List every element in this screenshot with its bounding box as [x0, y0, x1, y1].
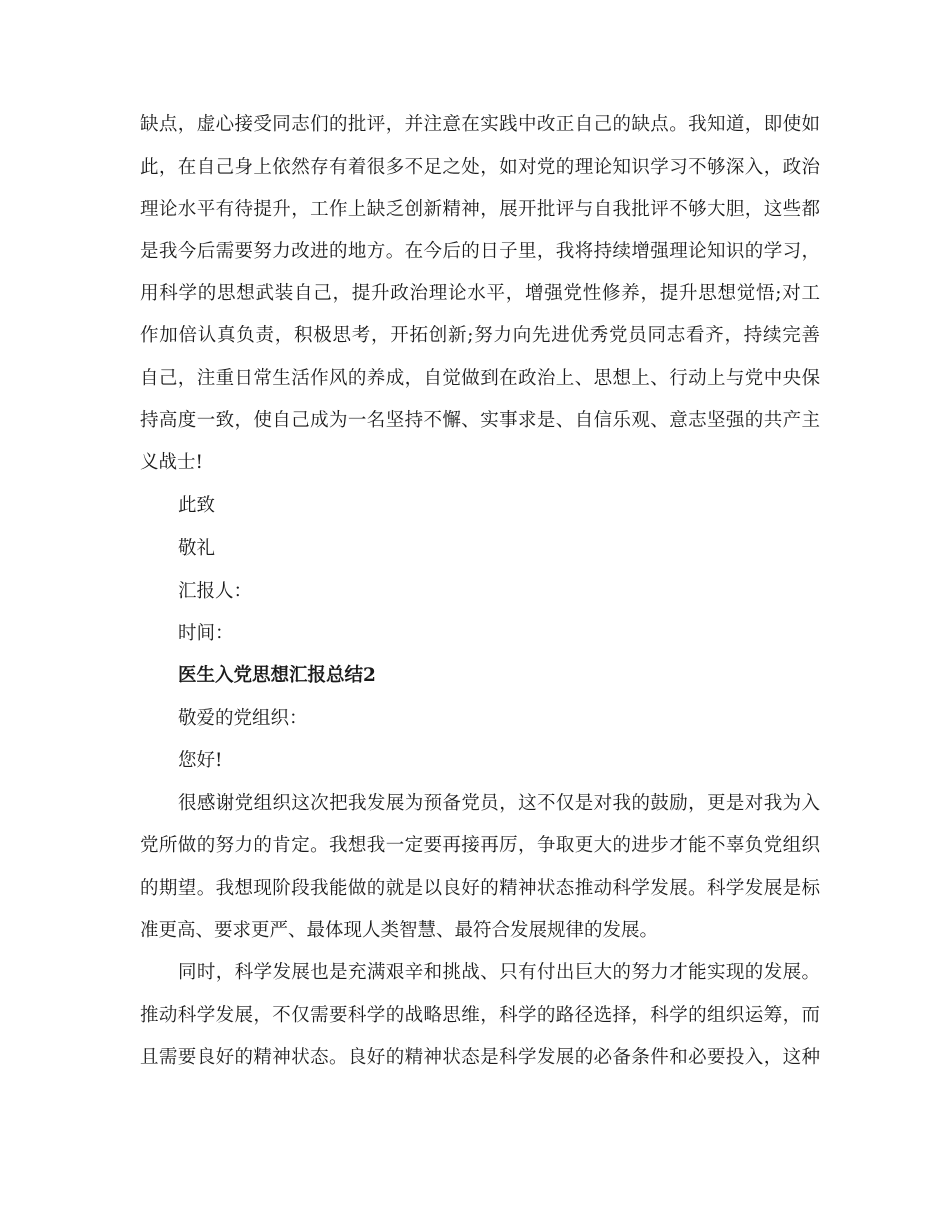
paragraph-line: 自己，注重日常生活作风的养成，自觉做到在政治上、思想上、行动上与党中央保: [140, 368, 820, 389]
section-title: 医生入党思想汇报总结2: [178, 665, 376, 686]
paragraph-line: 此，在自己身上依然存有着很多不足之处，如对党的理论知识学习不够深入，政治: [140, 157, 820, 178]
paragraph-line: 准更高、要求更严、最体现人类智慧、最符合发展规律的发展。: [140, 920, 659, 941]
paragraph-line: 持高度一致，使自己成为一名坚持不懈、实事求是、自信乐观、意志坚强的共产主: [140, 410, 820, 431]
paragraph-line: 是我今后需要努力改进的地方。在今后的日子里，我将持续增强理论知识的学习，: [140, 241, 820, 262]
paragraph-line: 且需要良好的精神状态。良好的精神状态是科学发展的必备条件和必要投入，这种: [140, 1047, 820, 1068]
paragraph-line: 的期望。我想现阶段我能做的就是以良好的精神状态推动科学发展。科学发展是标: [140, 878, 820, 899]
paragraph-line: 很感谢党组织这次把我发展为预备党员，这不仅是对我的鼓励，更是对我为入: [178, 793, 820, 814]
closing-salutation: 此致: [178, 495, 216, 516]
time-label: 时间：: [178, 623, 234, 644]
paragraph-line: 义战士!: [140, 452, 203, 473]
paragraph-line: 同时，科学发展也是充满艰辛和挑战、只有付出巨大的努力才能实现的发展。: [178, 962, 820, 983]
paragraph-line: 缺点，虚心接受同志们的批评，并注意在实践中改正自己的缺点。我知道，即使如: [140, 114, 820, 135]
paragraph-line: 用科学的思想武装自己，提升政治理论水平，增强党性修养，提升思想觉悟;对工: [140, 283, 820, 304]
paragraph-line: 推动科学发展，不仅需要科学的战略思维，科学的路径选择，科学的组织运筹，而: [140, 1005, 820, 1026]
paragraph-line: 理论水平有待提升，工作上缺乏创新精神，展开批评与自我批评不够大胆，这些都: [140, 199, 820, 220]
paragraph-line: 作加倍认真负责，积极思考，开拓创新;努力向先进优秀党员同志看齐，持续完善: [140, 325, 820, 346]
paragraph-line: 党所做的努力的肯定。我想我一定要再接再厉，争取更大的进步才能不辜负党组织: [140, 835, 820, 856]
hello-line: 您好!: [178, 750, 223, 771]
closing-salutation: 敬礼: [178, 538, 216, 559]
reporter-label: 汇报人：: [178, 581, 253, 602]
greeting: 敬爱的党组织：: [178, 708, 308, 729]
